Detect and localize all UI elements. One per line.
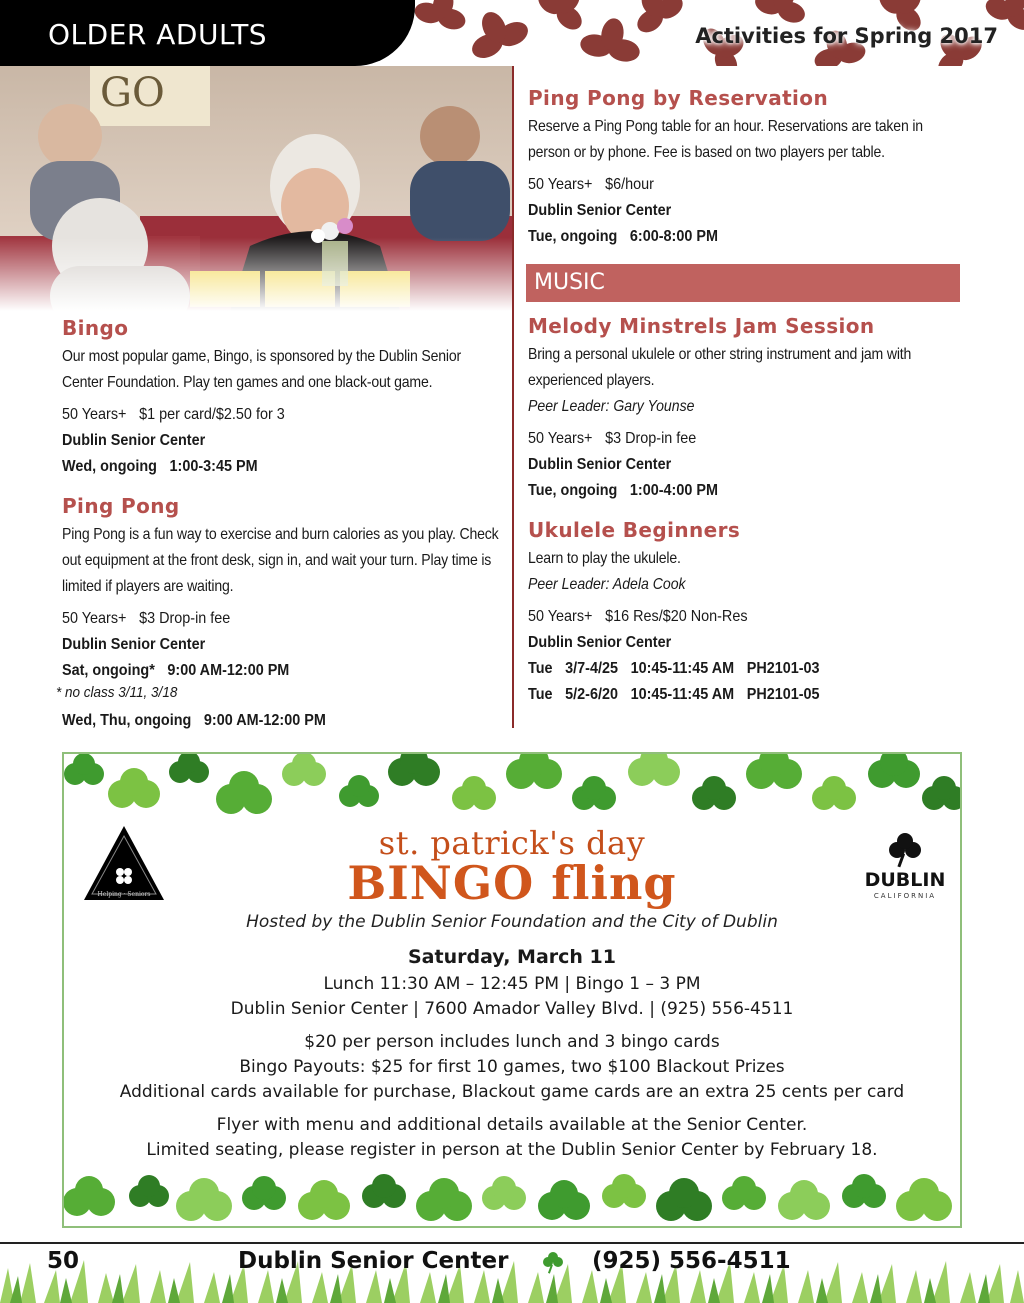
activity-description: Ping Pong is a fun way to exercise and burn calories as you play. Check out equipment at the front desk, sign in, and wait your turn. Play time is limited if players are waiting. (62, 526, 499, 595)
activity-description: Bring a personal ukulele or other string instrument and jam with experienced players. (528, 346, 912, 389)
section-title: OLDER ADULTS (48, 18, 268, 51)
age-range: 50 Years+ (528, 608, 593, 625)
schedule-note: * no class 3/11, 3/18 (56, 684, 178, 701)
bingo-fling-flyer (62, 752, 962, 1228)
schedule-days: Tue, ongoing (528, 228, 618, 245)
activity-ukulele-beginners (528, 518, 968, 708)
schedule-days: Sat, ongoing* (62, 662, 155, 679)
schedule-time: 9:00 AM-12:00 PM (167, 662, 290, 679)
grass-decoration (0, 1258, 1024, 1303)
schedule-time: 9:00 AM-12:00 PM (203, 712, 326, 729)
fee: $3 Drop-in fee (139, 610, 231, 627)
location: Dublin Senior Center (62, 636, 206, 653)
column-divider (512, 66, 514, 728)
schedule-time: 1:00-3:45 PM (169, 458, 258, 475)
page-header (0, 0, 1024, 66)
session-code: PH2101-05 (746, 686, 820, 703)
schedule-days: Tue, ongoing (528, 482, 618, 499)
peer-leader: Peer Leader: Gary Younse (528, 398, 695, 415)
fee: $3 Drop-in fee (605, 430, 697, 447)
season-label: Activities for Spring 2017 (695, 24, 998, 48)
session-dates: 3/7-4/25 (565, 660, 618, 677)
logo-city-name: DUBLIN (864, 869, 946, 891)
activity-ping-pong (56, 494, 502, 734)
flyer-subtitle: st. patrick's day (378, 824, 646, 862)
session-day: Tue (528, 686, 553, 703)
bingo-photo (0, 66, 512, 311)
flyer-extra-cards: Additional cards available for purchase, Blackout game cards are an extra 25 cents per card (119, 1082, 905, 1102)
left-column (56, 316, 502, 734)
activity-description: Learn to play the ukulele. (528, 550, 681, 567)
session-time: 10:45-11:45 AM (630, 660, 735, 677)
location: Dublin Senior Center (528, 202, 672, 219)
logo-caption: Helping · Seniors (97, 891, 151, 898)
footer-rule (0, 1242, 1024, 1244)
schedule (62, 454, 458, 480)
age-range: 50 Years+ (528, 176, 593, 193)
flyer-seating: Limited seating, please register in person at the Dublin Senior Center by February 18. (146, 1140, 878, 1160)
session-dates: 5/2-6/20 (565, 686, 618, 703)
location: Dublin Senior Center (528, 456, 672, 473)
schedule-days: Wed, Thu, ongoing (62, 712, 192, 729)
shamrock-icon (540, 1250, 566, 1276)
section-tab (0, 0, 415, 66)
session-day: Tue (528, 660, 553, 677)
schedule (62, 658, 458, 684)
activity-age-fee (528, 604, 924, 630)
session-row (528, 682, 924, 708)
peer-leader: Peer Leader: Adela Cook (528, 576, 686, 593)
footer-center-name: Dublin Senior Center (238, 1248, 509, 1274)
flyer-address: Dublin Senior Center | 7600 Amador Valley Blvd. | (925) 556-4511 (230, 999, 794, 1019)
activity-melody-minstrels (528, 314, 968, 504)
logo-state: CALIFORNIA (873, 892, 937, 900)
location: Dublin Senior Center (62, 432, 206, 449)
schedule (62, 708, 458, 734)
activity-description: Our most popular game, Bingo, is sponsored by the Dublin Senior Center Foundation. Play ten games and one black-out game. (62, 348, 462, 391)
activity-title: Ping Pong (62, 494, 180, 518)
age-range: 50 Years+ (62, 406, 127, 423)
bingo-photo-illustration (0, 66, 512, 311)
music-section-header: MUSIC (526, 264, 960, 302)
page-number: 50 (47, 1248, 80, 1274)
schedule (528, 224, 924, 250)
right-column (528, 86, 968, 708)
activity-age-fee (528, 426, 924, 452)
schedule-time: 6:00-8:00 PM (629, 228, 718, 245)
flyer-menu-note: Flyer with menu and additional details available at the Senior Center. (216, 1115, 808, 1135)
schedule (528, 478, 924, 504)
clover-border-top (64, 754, 960, 826)
flyer-title: BINGO fling (347, 856, 677, 910)
activity-bingo (62, 316, 502, 480)
flyer-times: Lunch 11:30 AM – 12:45 PM | Bingo 1 – 3 PM (323, 974, 701, 994)
flyer-date: Saturday, March 11 (407, 946, 616, 968)
flyer-payouts: Bingo Payouts: $25 for first 10 games, two $100 Blackout Prizes (239, 1057, 785, 1077)
activity-age-fee (62, 606, 458, 632)
activity-title: Ping Pong by Reservation (528, 86, 829, 110)
session-time: 10:45-11:45 AM (630, 686, 735, 703)
activity-age-fee (528, 172, 924, 198)
activity-age-fee (62, 402, 458, 428)
flyer-price: $20 per person includes lunch and 3 bingo cards (304, 1032, 720, 1052)
schedule-days: Wed, ongoing (62, 458, 157, 475)
session-code: PH2101-03 (746, 660, 820, 677)
fee: $16 Res/$20 Non-Res (605, 608, 748, 625)
fee: $6/hour (605, 176, 654, 193)
activity-title: Ukulele Beginners (528, 518, 741, 542)
footer-phone: (925) 556-4511 (592, 1248, 791, 1274)
activity-title: Melody Minstrels Jam Session (528, 314, 875, 338)
activity-ping-pong-reservation (528, 86, 968, 250)
activity-description: Reserve a Ping Pong table for an hour. Reservations are taken in person or by phone. Fee is based on two players per table. (528, 118, 923, 161)
age-range: 50 Years+ (528, 430, 593, 447)
clover-border-bottom (64, 1166, 960, 1226)
schedule-time: 1:00-4:00 PM (629, 482, 718, 499)
fee: $1 per card/$2.50 for 3 (139, 406, 285, 423)
location: Dublin Senior Center (528, 634, 672, 651)
page-footer (0, 1238, 1024, 1303)
session-row (528, 656, 924, 682)
flyer-host: Hosted by the Dublin Senior Foundation and the City of Dublin (246, 912, 778, 932)
activity-title: Bingo (62, 316, 129, 340)
age-range: 50 Years+ (62, 610, 127, 627)
